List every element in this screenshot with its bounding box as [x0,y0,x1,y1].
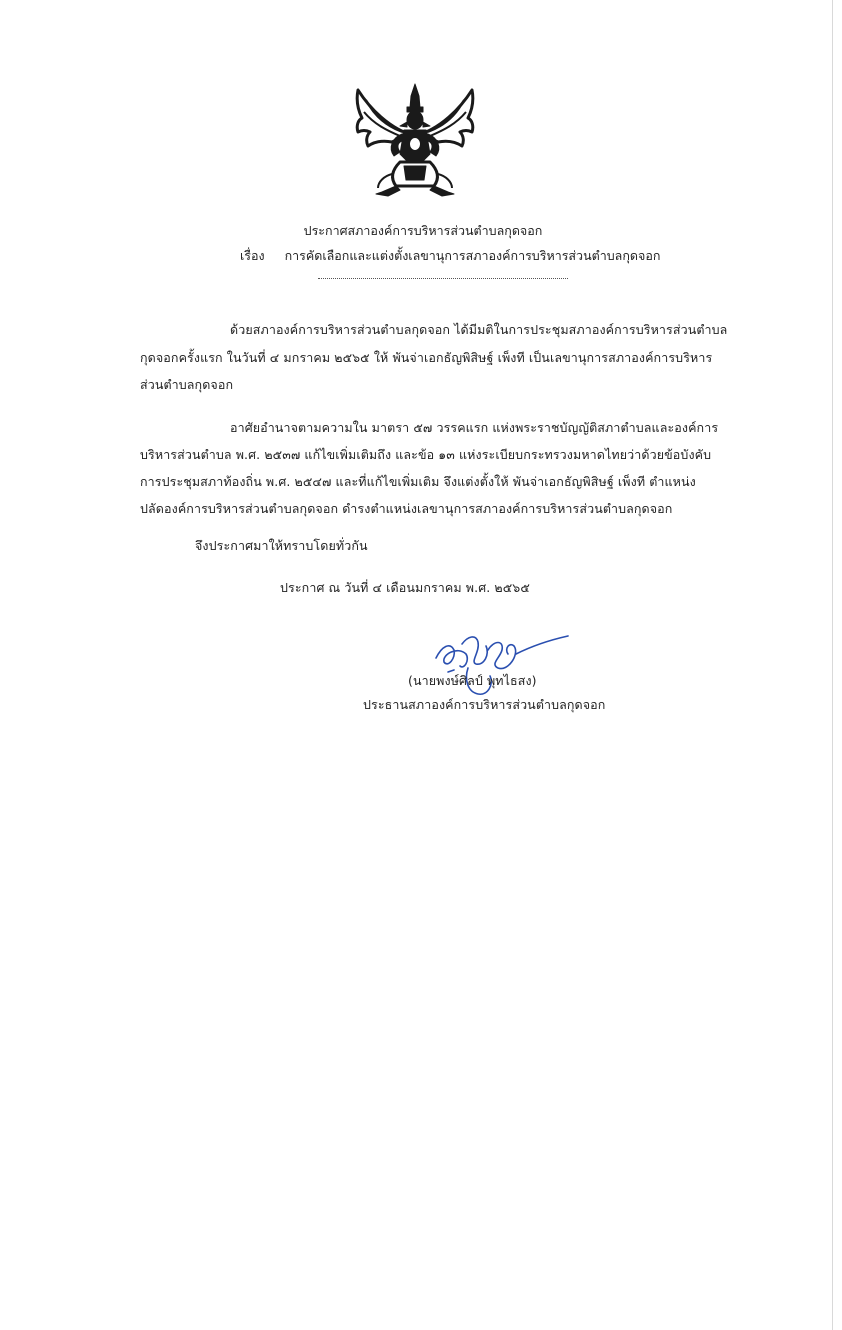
announcement-title: ประกาศสภาองค์การบริหารส่วนตำบลกุดจอก [303,223,543,238]
subject-label: เรื่อง [240,248,265,263]
paragraph1-line: ด้วยสภาองค์การบริหารส่วนตำบลกุดจอก ได้มีมติในการประชุมสภาองค์การบริหารส่วนตำบล [230,322,728,337]
paragraph2-line: อาศัยอำนาจตามความใน มาตรา ๕๗ วรรคแรก แห่งพระราชบัญญัติสภาตำบลและองค์การ [230,420,719,435]
closing-statement: จึงประกาศมาให้ทราบโดยทั่วกัน [195,538,368,553]
page-edge [832,0,833,1330]
subject-text: การคัดเลือกและแต่งตั้งเลขานุการสภาองค์การบริหารส่วนตำบลกุดจอก [284,248,661,263]
garuda-emblem-icon [352,82,478,198]
signatory-position: ประธานสภาองค์การบริหารส่วนตำบลกุดจอก [363,697,606,712]
announcement-subject [240,247,666,265]
paragraph1-line: กุดจอกครั้งแรก ในวันที่ ๔ มกราคม ๒๕๖๕ ให้ พันจ่าเอกธัญพิสิษฐ์ เพ็งที เป็นเลขานุการสภาองค์การบริหาร [140,350,713,365]
signatory-name: (นายพงษ์ศิลป์ พุทไธสง) [408,673,537,688]
announcement-date: ประกาศ ณ วันที่ ๔ เดือนมกราคม พ.ศ. ๒๕๖๕ [280,580,530,595]
dotted-divider [318,278,568,279]
paragraph2-line: การประชุมสภาท้องถิ่น พ.ศ. ๒๕๔๗ และที่แก้ไขเพิ่มเติม จึงแต่งตั้งให้ พันจ่าเอกธัญพิสิษฐ์ เพ็งที ตำแหน่ง [140,474,696,489]
paragraph2-line: บริหารส่วนตำบล พ.ศ. ๒๕๓๗ แก้ไขเพิ่มเติมถึง และข้อ ๑๓ แห่งระเบียบกระทรวงมหาดไทยว่าด้วยข้อบังคับ [140,447,712,462]
paragraph1-line: ส่วนตำบลกุดจอก [140,377,234,392]
paragraph2-line: ปลัดองค์การบริหารส่วนตำบลกุดจอก ดำรงตำแหน่งเลขานุการสภาองค์การบริหารส่วนตำบลกุดจอก [140,501,673,516]
